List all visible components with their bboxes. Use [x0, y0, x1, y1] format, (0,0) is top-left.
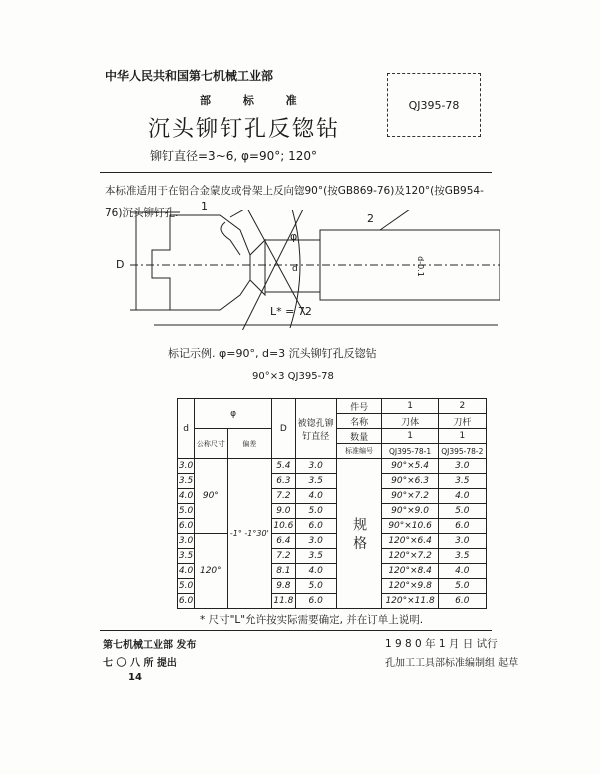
table-cell: 3.5: [178, 549, 195, 564]
table-cell: 6.4: [272, 534, 296, 549]
table-cell: 5.0: [295, 504, 336, 519]
table-cell: 7.2: [272, 489, 296, 504]
hdr-p1: 1: [382, 399, 438, 414]
standard-code-box: [387, 73, 481, 137]
table-cell: 3.5: [438, 474, 486, 489]
table-cell: 4.0: [295, 564, 336, 579]
table-cell: 90°×6.3: [382, 474, 438, 489]
hdr-n2: 刀杆: [438, 414, 486, 429]
footnote: * 尺寸"L"允许按实际需要确定, 并在订单上说明.: [200, 614, 424, 626]
standard-code: QJ395-78: [408, 98, 460, 112]
intro-text: 本标准适用于在铝合金蒙皮或骨架上反向锪90°(按GB869-76)及120°(按GB954-76)沉头铆钉孔.: [105, 185, 484, 219]
hdr-p2: 2: [438, 399, 486, 414]
hdr-name: 名称: [336, 414, 382, 429]
table-cell: 6.0: [438, 594, 486, 609]
drafter: 孔加工工具部标准编制组 起草: [385, 658, 519, 669]
table-cell: 4.0: [178, 564, 195, 579]
part-2-label: 2: [367, 212, 374, 225]
table-cell: 4.0: [178, 489, 195, 504]
table-cell: 3.5: [295, 549, 336, 564]
table-cell: 4.0: [438, 564, 486, 579]
table-cell: 5.0: [178, 504, 195, 519]
table-cell: 6.0: [295, 594, 336, 609]
marking-code: 90°×3 QJ395-78: [252, 371, 334, 382]
ministry-name: 中华人民共和国第七机械工业部: [105, 69, 274, 83]
table-cell: 6.3: [272, 474, 296, 489]
hdr-q2: 1: [438, 429, 486, 444]
table-cell: 9.0: [272, 504, 296, 519]
table-cell: 5.0: [438, 504, 486, 519]
hdr-nominal: 公称尺寸: [195, 429, 227, 459]
col-D: D: [272, 399, 296, 459]
table-cell: 6.0: [178, 594, 195, 609]
table-cell: 120°×9.8: [382, 579, 438, 594]
table-cell: 3.0: [295, 459, 336, 474]
col-phi: φ: [195, 399, 272, 429]
table-row: [178, 459, 487, 474]
table-cell: 90°: [195, 459, 227, 534]
table-cell: 3.5: [438, 549, 486, 564]
col-d: d: [178, 399, 195, 459]
table-cell: 5.0: [295, 579, 336, 594]
table-cell: 规 格: [336, 459, 382, 609]
table-cell: 90°×9.0: [382, 504, 438, 519]
table-cell: 3.5: [178, 474, 195, 489]
hdr-n1: 刀体: [382, 414, 438, 429]
document-subtitle: 铆钉直径=3~6, φ=90°; 120°: [150, 149, 318, 163]
table-cell: 120°×7.2: [382, 549, 438, 564]
table-cell: 5.4: [272, 459, 296, 474]
hdr-q1: 1: [382, 429, 438, 444]
table-cell: 3.0: [178, 459, 195, 474]
table-cell: 90°×5.4: [382, 459, 438, 474]
table-cell: 120°×6.4: [382, 534, 438, 549]
table-cell: 7.2: [272, 549, 296, 564]
table-cell: 3.0: [295, 534, 336, 549]
table-cell: 6.0: [295, 519, 336, 534]
part-1-label: 1: [201, 200, 208, 213]
hdr-part-no: 件号: [336, 399, 382, 414]
table-cell: 5.0: [438, 579, 486, 594]
table-cell: 4.0: [438, 489, 486, 504]
trial-date: 1 9 8 0 年 1 月 日 试行: [385, 638, 498, 650]
dimension-d: d: [292, 264, 298, 274]
shank-tolerance: d-0.1: [415, 256, 425, 277]
col-rivet: 被锪孔铆钉直径: [295, 399, 336, 459]
table-cell: 120°: [195, 534, 227, 609]
marking-example: 标记示例. φ=90°, d=3 沉头铆钉孔反锪钻: [168, 347, 377, 360]
divider: [100, 172, 492, 173]
table-cell: 90°×7.2: [382, 489, 438, 504]
table-row: [178, 534, 487, 549]
issuer: 第七机械工业部 发布: [103, 640, 197, 651]
table-cell: 3.0: [438, 459, 486, 474]
table-cell: 3.5: [295, 474, 336, 489]
table-cell: 6.0: [178, 519, 195, 534]
tool-drawing: [130, 210, 500, 330]
standard-type: 部 标 准: [200, 94, 311, 107]
table-cell: 6.0: [438, 519, 486, 534]
angle-phi: φ: [290, 230, 298, 243]
table-cell: 8.1: [272, 564, 296, 579]
hdr-tolerance: 偏差: [227, 429, 272, 459]
hdr-s1: QJ395-78-1: [382, 444, 438, 459]
table-cell: 11.8: [272, 594, 296, 609]
table-cell: 120°×11.8: [382, 594, 438, 609]
length-L: L* = 72: [270, 305, 312, 318]
table-cell: 90°×10.6: [382, 519, 438, 534]
hdr-s2: QJ395-78-2: [438, 444, 486, 459]
table-cell: 5.0: [178, 579, 195, 594]
table-cell: -1° -1°30': [227, 459, 272, 609]
hdr-qty: 数量: [336, 429, 382, 444]
table-cell: 3.0: [438, 534, 486, 549]
hdr-std-no: 标准编号: [336, 444, 382, 459]
document-title: 沉头铆钉孔反锪钻: [148, 117, 341, 142]
table-cell: 4.0: [295, 489, 336, 504]
proposer: 七 〇 八 所 提出: [103, 658, 177, 669]
table-cell: 10.6: [272, 519, 296, 534]
dimension-D: D: [116, 258, 125, 271]
footer-divider: [100, 630, 492, 631]
spec-table: [177, 398, 487, 609]
table-cell: 3.0: [178, 534, 195, 549]
table-cell: 9.8: [272, 579, 296, 594]
page-number: 14: [128, 672, 142, 683]
table-cell: 120°×8.4: [382, 564, 438, 579]
